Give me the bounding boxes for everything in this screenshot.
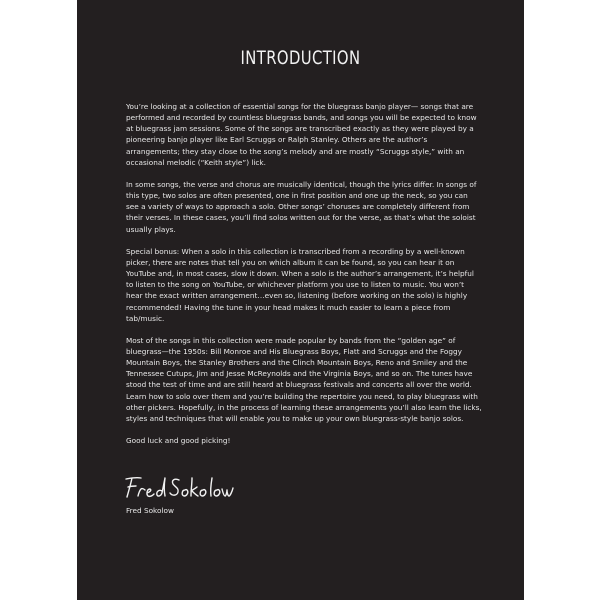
book-page bbox=[77, 0, 524, 600]
paragraph-2: In some songs, the verse and chorus are musically identical, though the lyrics differ. In songs of this type, two solos are often presented, one in first position and one up the neck, so you can see a variety of ways to approach a solo. Other songs’ choruses are completely different from their verses. In these cases, you’ll find solos written out for the verse, as that’s what the soloist usually plays. bbox=[126, 179, 477, 234]
paragraph-4: Most of the songs in this collection were made popular by bands from the “golden age” of bluegrass—the 1950s: Bill Monroe and His Bluegrass Boys, Flatt and Scruggs and the Foggy Mountain Boys, the Stanley Brothers and the Clinch Mountain Boys, Reno and Smiley and the Tennessee Cutups, Jim and Jesse McReynolds and the Virginia Boys, and so on. The tunes have stood the test of time and are still heard at bluegrass festivals and concerts all over the world. Learn how to solo over them and you’re building the repertoire you need, to play bluegrass with other pickers. Hopefully, in the process of learning these arrangements you’ll also learn the licks, styles and techniques that will enable you to make up your own bluegrass-style banjo solos. bbox=[126, 335, 482, 423]
intro-body bbox=[126, 101, 482, 457]
paragraph-3: Special bonus: When a solo in this collection is transcribed from a recording by a well-known picker, there are notes that tell you on which album it can be found, so you can hear it on YouTube and, in most cases, slow it down. When a solo is the author’s arrangement, it’s helpful to listen to the song on YouTube, or whichever platform you use to listen to music. You won’t hear the exact written arrangement…even so, listening (before working on the solo) is highly recommended! Having the tune in your head makes it much easier to learn a piece from tab/music. bbox=[126, 246, 474, 323]
handwritten-signature bbox=[123, 474, 235, 502]
page-title: INTRODUCTION bbox=[240, 47, 361, 69]
paragraph-5: Good luck and good picking! bbox=[126, 436, 231, 446]
author-name: Fred Sokolow bbox=[126, 506, 174, 515]
paragraph-1: You’re looking at a collection of essential songs for the bluegrass banjo player— songs that are performed and recorded by countless bluegrass bands, and songs you will be expected to know at bluegrass jam sessions. Some of the songs are transcribed exactly as they were played by a pioneering banjo player like Earl Scruggs or Ralph Stanley. Others are the author’s arrangements; they stay close to the song’s melody and are mostly “Scruggs style,” with an occasional melodic (“Keith style”) lick. bbox=[126, 102, 477, 167]
